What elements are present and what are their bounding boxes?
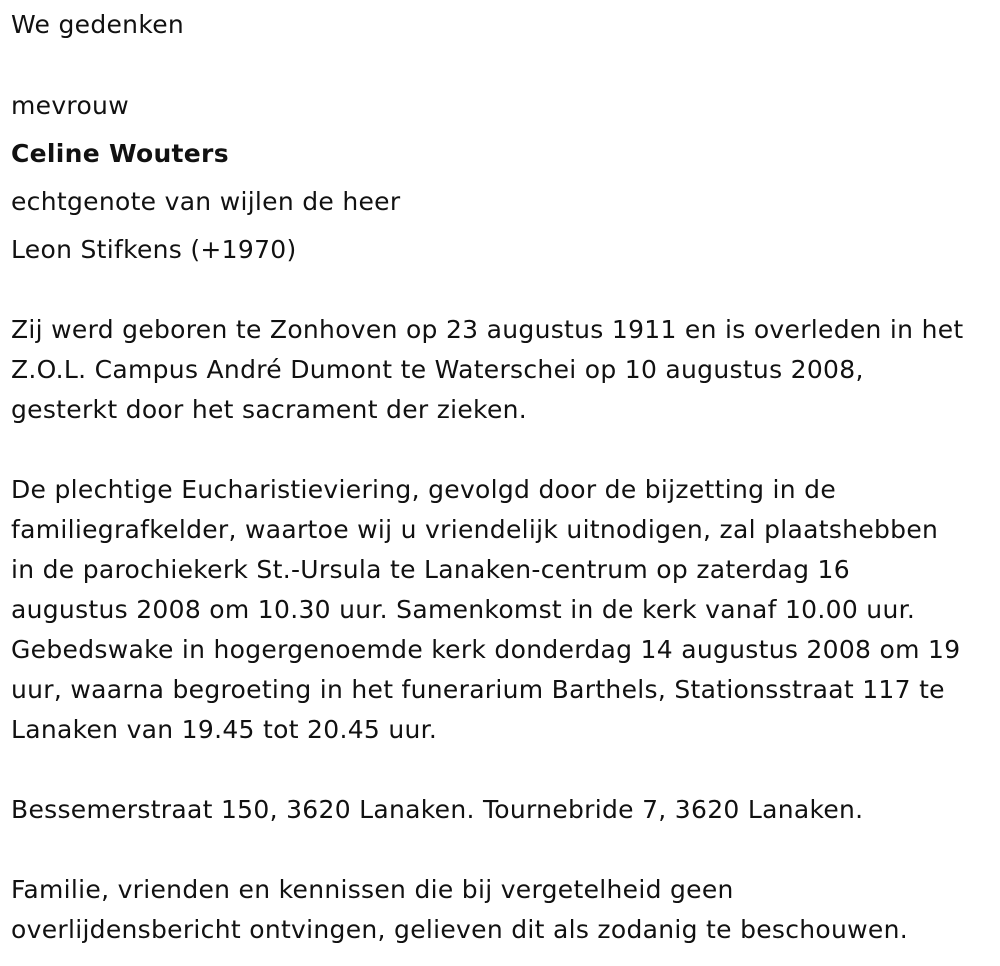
paragraph-birth-death-line: Zij werd geboren te Zonhoven op 23 augustus 1911 en is overleden in het: [11, 315, 964, 344]
spouse-name: Leon Stifkens (+1970): [11, 235, 297, 264]
closing-line: overlijdensbericht ontvingen, gelieven dit als zodanig te beschouwen.: [11, 915, 908, 944]
salutation: mevrouw: [11, 91, 129, 120]
paragraph-ceremony-line: De plechtige Eucharistieviering, gevolgd door de bijzetting in de: [11, 475, 837, 504]
addresses: Bessemerstraat 150, 3620 Lanaken. Tournebride 7, 3620 Lanaken.: [11, 795, 864, 824]
paragraph-ceremony-line: familiegrafkelder, waartoe wij u vriendelijk uitnodigen, zal plaatshebben: [11, 515, 939, 544]
paragraph-birth-death-line: Z.O.L. Campus André Dumont te Waterschei op 10 augustus 2008,: [11, 355, 864, 384]
intro-text: We gedenken: [11, 10, 185, 39]
paragraph-ceremony-line: augustus 2008 om 10.30 uur. Samenkomst in de kerk vanaf 10.00 uur.: [11, 595, 916, 624]
paragraph-ceremony-line: uur, waarna begroeting in het funerarium Barthels, Stationsstraat 117 te: [11, 675, 945, 704]
paragraph-birth-death-line: gesterkt door het sacrament der zieken.: [11, 395, 528, 424]
closing-line: Familie, vrienden en kennissen die bij vergetelheid geen: [11, 875, 734, 904]
paragraph-ceremony-line: Gebedswake in hogergenoemde kerk donderdag 14 augustus 2008 om 19: [11, 635, 961, 664]
spouse-line: echtgenote van wijlen de heer: [11, 187, 401, 216]
paragraph-ceremony-line: in de parochiekerk St.-Ursula te Lanaken-centrum op zaterdag 16: [11, 555, 850, 584]
paragraph-ceremony-line: Lanaken van 19.45 tot 20.45 uur.: [11, 715, 438, 744]
deceased-name: Celine Wouters: [11, 139, 229, 168]
